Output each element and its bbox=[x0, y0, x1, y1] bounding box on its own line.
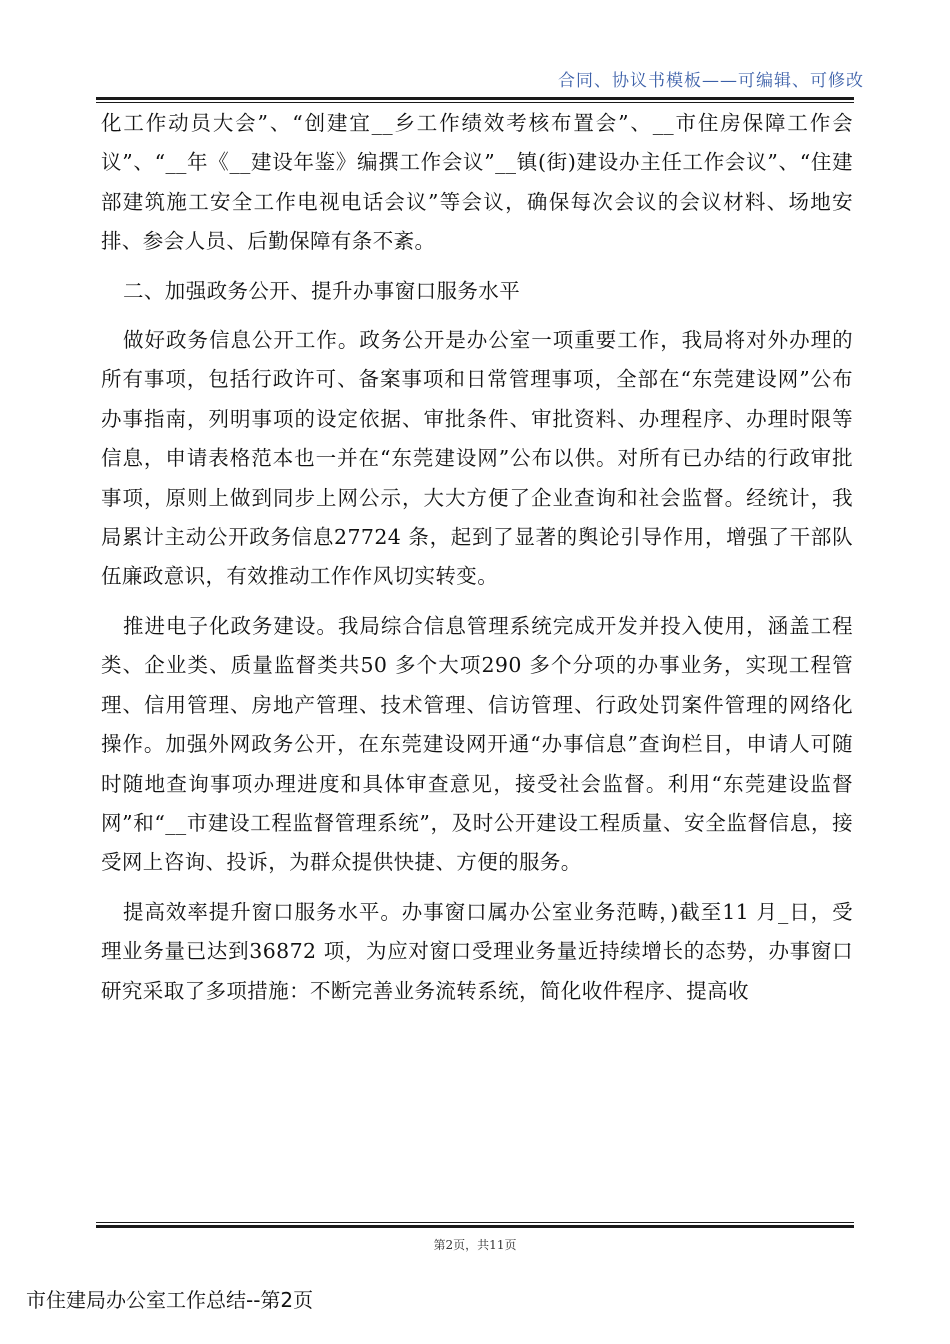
footer-rule-thick bbox=[96, 1225, 854, 1228]
page-number: 第2页，共11页 bbox=[433, 1238, 517, 1252]
section-heading: 二、加强政务公开、提升办事窗口服务水平 bbox=[123, 278, 521, 303]
paragraph-window-service: 提高效率提升窗口服务水平。办事窗口属办公室业务范畴，)截至11 月_日，受理业务量已达到36872 项，为应对窗口受理业务量近持续增长的态势，办事窗口研究采取了多项措施：不断完善业务流转系统，简化收件程序、提高收 bbox=[101, 899, 853, 1003]
document-body bbox=[101, 104, 853, 1021]
header-rule-thick bbox=[96, 97, 854, 100]
footer-rule-thin bbox=[96, 1222, 854, 1223]
paragraph-e-government: 推进电子化政务建设。我局综合信息管理系统完成开发并投入使用，涵盖工程类、企业类、质量监督类共50 多个大项290 多个分项的办事业务，实现工程管理、信用管理、房地产管理、技术管理、信访管理、行政处罚案件管理的网络化操作。加强外网政务公开，在东莞建设网开通“办事信息”查询栏目，申请人可随时随地查询事项办理进度和具体审查意见，接受社会监督。利用“东莞建设监督网”和“__市建设工程监督管理系统”，及时公开建设工程质量、安全监督信息，接受网上咨询、投诉，为群众提供快捷、方便的服务。 bbox=[101, 613, 853, 875]
paragraph-info-disclosure: 做好政务信息公开工作。政务公开是办公室一项重要工作，我局将对外办理的所有事项，包括行政许可、备案事项和日常管理事项，全部在“东莞建设网”公布办事指南，列明事项的设定依据、审批条件、审批资料、办理程序、办理时限等信息，申请表格范本也一并在“东莞建设网”公布以供。对所有已办结的行政审批事项，原则上做到同步上网公示，大大方便了企业查询和社会监督。经统计，我局累计主动公开政务信息27724 条，起到了显著的舆论引导作用，增强了干部队伍廉政意识，有效推动工作作风切实转变。 bbox=[101, 328, 853, 589]
footer-document-title: 市住建局办公室工作总结--第2页 bbox=[26, 1288, 314, 1312]
header-template-tag: 合同、协议书模板——可编辑、可修改 bbox=[558, 71, 864, 91]
paragraph-continued: 化工作动员大会”、“创建宜__乡工作绩效考核布置会”、__市住房保障工作会议”、“__年《__建设年鉴》编撰工作会议”__镇(街)建设办主任工作会议”、“住建部建筑施工安全工作电视电话会议”等会议，确保每次会议的会议材料、场地安排、参会人员、后勤保障有条不紊。 bbox=[101, 111, 853, 254]
header-rule-thin bbox=[96, 102, 854, 103]
